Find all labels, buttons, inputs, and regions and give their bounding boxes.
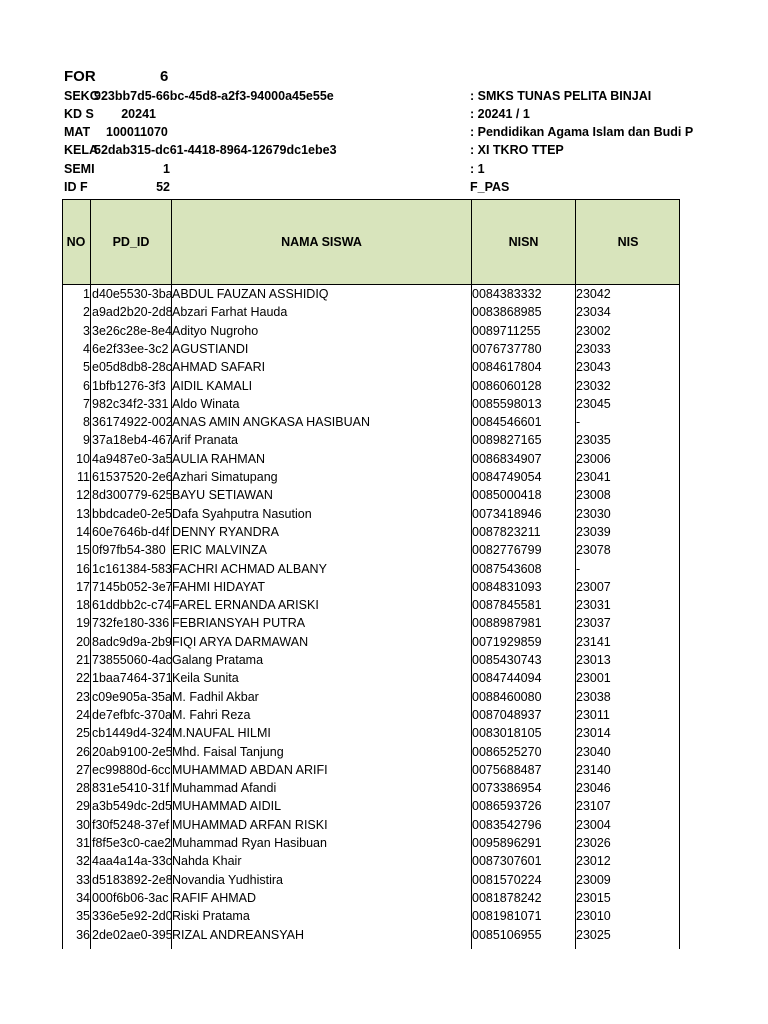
row-nisn: 0086834907 [472, 451, 542, 466]
table-row [62, 797, 680, 815]
row-pd-id: 4aa4a14a-33c [92, 854, 172, 869]
row-pd-id: c09e905a-35a [92, 689, 172, 704]
row-nis: 23040 [576, 744, 611, 759]
row-nama-siswa: AGUSTIANDI [172, 341, 249, 356]
row-nama-siswa: DENNY RYANDRA [172, 524, 279, 539]
header-nama-siswa: NAMA SISWA [281, 235, 362, 249]
row-nama-siswa: RAFIF AHMAD [172, 890, 257, 905]
row-nisn: 0083018105 [472, 726, 542, 741]
table-row [62, 560, 680, 578]
row-nisn: 0087543608 [472, 561, 542, 576]
table-row [62, 761, 680, 779]
row-pd-id: 1c161384-583 [92, 561, 172, 576]
table-row [62, 541, 680, 559]
table-row [62, 852, 680, 870]
row-nis: 23038 [576, 689, 611, 704]
row-no: 27 [76, 762, 90, 777]
row-nis: 23030 [576, 506, 611, 521]
row-nis: 23025 [576, 927, 611, 942]
table-row [62, 889, 680, 907]
row-pd-id: a3b549dc-2d5 [92, 799, 172, 814]
row-nama-siswa: Galang Pratama [172, 653, 264, 667]
meta-right-id-form: F_PAS [470, 180, 510, 194]
meta-label-mapel: MAT [64, 125, 91, 139]
row-no: 2 [83, 305, 90, 320]
row-pd-id: a9ad2b20-2d8 [92, 305, 173, 320]
table-row [62, 816, 680, 834]
row-pd-id: 73855060-4ac [92, 653, 172, 667]
row-no: 10 [76, 451, 90, 466]
row-no: 32 [76, 854, 90, 869]
row-nisn: 0095896291 [472, 836, 542, 850]
table-row [62, 578, 680, 596]
row-nis: 23013 [576, 653, 611, 667]
row-nisn: 0083542796 [472, 817, 542, 832]
row-nisn: 0073418946 [472, 506, 542, 521]
row-pd-id: 3e26c28e-8e4 [92, 323, 172, 338]
row-nisn: 0087307601 [472, 854, 542, 869]
row-nis: 23037 [576, 616, 611, 631]
table-row [62, 358, 680, 376]
row-no: 36 [76, 927, 90, 942]
row-nama-siswa: FIQI ARYA DARMAWAN [172, 634, 309, 649]
table-row [62, 614, 680, 632]
row-no: 25 [76, 726, 90, 741]
row-no: 14 [76, 524, 90, 539]
row-no: 30 [76, 817, 90, 832]
row-no: 6 [83, 378, 90, 393]
row-pd-id: 36174922-002 [92, 415, 173, 430]
row-nis: 23141 [576, 634, 611, 649]
row-no: 19 [76, 616, 90, 631]
row-pd-id: 20ab9100-2e5 [92, 744, 173, 759]
header-pd-id: PD_ID [112, 235, 150, 249]
row-nis: 23026 [576, 836, 611, 850]
row-nisn: 0081981071 [472, 909, 542, 924]
row-no: 23 [76, 689, 90, 704]
row-nis: - [576, 561, 581, 576]
row-pd-id: 336e5e92-2d0 [92, 909, 173, 924]
row-pd-id: ec99880d-6cc [92, 762, 171, 777]
row-no: 8 [83, 415, 90, 430]
row-pd-id: 982c34f2-331 [92, 396, 169, 411]
row-nama-siswa: M. Fahri Reza [172, 707, 251, 722]
row-no: 3 [83, 323, 90, 338]
row-nisn: 0087823211 [472, 524, 541, 539]
row-nisn: 0089711255 [472, 323, 541, 338]
table-row [62, 834, 680, 852]
row-pd-id: 4a9487e0-3a5 [92, 451, 173, 466]
row-nama-siswa: Nahda Khair [172, 854, 242, 869]
row-pd-id: 000f6b06-3ac [92, 890, 169, 905]
row-nis: 23009 [576, 872, 611, 887]
row-nama-siswa: BAYU SETIAWAN [172, 488, 273, 503]
row-nis: 23001 [576, 671, 611, 686]
row-nisn: 0087845581 [472, 598, 542, 613]
row-nisn: 0082776799 [472, 543, 542, 558]
row-nama-siswa: Novandia Yudhistira [172, 872, 283, 887]
row-nisn: 0083868985 [472, 305, 542, 320]
row-no: 26 [76, 744, 90, 759]
row-nisn: 0084749054 [472, 470, 542, 484]
row-nis: 23140 [576, 762, 611, 777]
row-nisn: 0084383332 [472, 287, 542, 301]
row-nis: 23034 [576, 305, 611, 320]
row-nama-siswa: Abzari Farhat Hauda [172, 305, 288, 320]
row-nisn: 0084744094 [472, 671, 542, 686]
meta-value-id-form: 52 [156, 180, 170, 194]
row-nama-siswa: Muhammad Ryan Hasibuan [172, 836, 327, 850]
table-row [62, 322, 680, 340]
row-no: 20 [76, 634, 90, 649]
row-nama-siswa: Riski Pratama [172, 909, 250, 924]
meta-value-kelas: 52dab315-dc61-4418-8964-12679dc1ebe3 [94, 143, 337, 157]
row-nis: 23010 [576, 909, 611, 924]
row-nisn: 0088987981 [472, 616, 542, 631]
meta-value-sekolah: 923bb7d5-66bc-45d8-a2f3-94000a45e55e [94, 89, 334, 103]
row-pd-id: 0f97fb54-380 [92, 543, 166, 558]
row-nisn: 0075688487 [472, 762, 542, 777]
row-nis: 23015 [576, 890, 611, 905]
row-pd-id: 8adc9d9a-2b9 [92, 634, 172, 649]
row-nisn: 0085430743 [472, 653, 542, 667]
meta-value-mapel: 100011070 [106, 125, 168, 139]
row-pd-id: 61537520-2e6 [92, 470, 173, 484]
row-nisn: 0085106955 [472, 927, 542, 942]
table-row [62, 907, 680, 925]
table-row [62, 468, 680, 486]
row-pd-id: 8d300779-625 [92, 488, 173, 503]
meta-value-kd-semester: 20241 [121, 107, 156, 121]
row-nis: 23041 [576, 470, 611, 484]
row-nama-siswa: Keila Sunita [172, 671, 239, 686]
row-pd-id: 1baa7464-371 [92, 671, 173, 686]
row-nis: 23014 [576, 726, 611, 741]
meta-right-kelas: : XI TKRO TTEP [470, 143, 564, 157]
row-nisn: 0087048937 [472, 707, 542, 722]
table-row [62, 523, 680, 541]
row-pd-id: f8f5e3c0-cae2 [92, 836, 172, 850]
row-pd-id: 6e2f33ee-3c2 [92, 341, 169, 356]
row-nisn: 0084546601 [472, 415, 542, 430]
row-no: 18 [76, 598, 90, 613]
row-no: 29 [76, 799, 90, 814]
row-pd-id: e05d8db8-28c [92, 360, 172, 375]
row-no: 11 [77, 470, 90, 484]
row-pd-id: 61ddbb2c-c74 [92, 598, 172, 613]
row-no: 4 [83, 341, 90, 356]
row-nama-siswa: FACHRI ACHMAD ALBANY [172, 561, 327, 576]
row-nis: 23045 [576, 396, 611, 411]
row-no: 17 [76, 579, 90, 594]
row-no: 1 [83, 287, 90, 301]
row-nisn: 0089827165 [472, 433, 542, 448]
row-nis: 23031 [576, 598, 611, 613]
header-nisn: NISN [508, 235, 539, 249]
row-nisn: 0071929859 [472, 634, 542, 649]
table-row [62, 706, 680, 724]
table-row [62, 651, 680, 669]
row-nama-siswa: RIZAL ANDREANSYAH [172, 927, 304, 942]
form-title-label: FOR [64, 68, 96, 85]
row-no: 28 [76, 781, 90, 796]
meta-label-kd-semester: KD S [64, 107, 94, 121]
row-nama-siswa: AULIA RAHMAN [172, 451, 266, 466]
row-nis: 23004 [576, 817, 611, 832]
table-row [62, 724, 680, 742]
row-pd-id: 1bfb1276-3f3 [92, 378, 166, 393]
row-nama-siswa: FAREL ERNANDA ARISKI [172, 598, 319, 613]
table-row [62, 926, 680, 944]
row-nama-siswa: ANAS AMIN ANGKASA HASIBUAN [172, 415, 370, 430]
row-nama-siswa: M. Fadhil Akbar [172, 689, 259, 704]
row-nama-siswa: ABDUL FAUZAN ASSHIDIQ [172, 287, 329, 301]
row-nama-siswa: Dafa Syahputra Nasution [172, 506, 312, 521]
row-nisn: 0086593726 [472, 799, 542, 814]
row-nama-siswa: Azhari Simatupang [172, 470, 278, 484]
row-nis: 23032 [576, 378, 611, 393]
row-nis: 23035 [576, 433, 611, 448]
row-nama-siswa: Muhammad Afandi [172, 781, 277, 796]
row-pd-id: 732fe180-336 [92, 616, 170, 631]
row-nisn: 0073386954 [472, 781, 542, 796]
row-nis: 23039 [576, 524, 611, 539]
table-row [62, 633, 680, 651]
row-nama-siswa: FAHMI HIDAYAT [172, 579, 266, 594]
table-row [62, 395, 680, 413]
meta-right-semester: : 1 [470, 162, 485, 176]
row-nis: 23043 [576, 360, 611, 375]
row-nis: 23107 [576, 799, 611, 814]
row-nis: 23033 [576, 341, 611, 356]
row-nisn: 0086525270 [472, 744, 542, 759]
row-pd-id: 60e7646b-d4f [92, 524, 170, 539]
row-nama-siswa: MUHAMMAD AIDIL [172, 799, 282, 814]
row-no: 31 [76, 836, 90, 850]
row-no: 9 [83, 433, 90, 448]
row-nama-siswa: Arif Pranata [172, 433, 239, 448]
row-nisn: 0084617804 [472, 360, 542, 375]
table-row [62, 413, 680, 431]
table-row [62, 486, 680, 504]
row-nisn: 0085000418 [472, 488, 542, 503]
row-pd-id: cb1449d4-324 [92, 726, 172, 741]
row-no: 13 [76, 506, 90, 521]
row-pd-id: bbdcade0-2e5 [92, 506, 172, 521]
row-pd-id: d40e5530-3ba [92, 287, 173, 301]
row-no: 15 [76, 543, 90, 558]
row-nisn: 0081878242 [472, 890, 542, 905]
table-row [62, 743, 680, 761]
row-no: 16 [76, 561, 90, 576]
meta-right-mapel: : Pendidikan Agama Islam dan Budi P [470, 125, 694, 139]
row-pd-id: 7145b052-3e7 [92, 579, 173, 594]
table-row [62, 340, 680, 358]
meta-label-sekolah: SEKC [64, 89, 99, 103]
row-nisn: 0076737780 [472, 341, 542, 356]
table-row [62, 285, 680, 303]
row-nama-siswa: AIDIL KAMALI [172, 378, 253, 393]
form-title-value: 6 [160, 68, 169, 85]
table-row [62, 431, 680, 449]
row-nis: 23011 [576, 707, 610, 722]
row-nama-siswa: Aldo Winata [172, 396, 240, 411]
table-row [62, 871, 680, 889]
row-nis: 23008 [576, 488, 611, 503]
row-nama-siswa: FEBRIANSYAH PUTRA [172, 616, 306, 631]
row-no: 35 [76, 909, 90, 924]
row-nis: 23042 [576, 287, 611, 301]
meta-label-id-form: ID F [64, 180, 88, 194]
header-no: NO [66, 235, 86, 249]
row-pd-id: 831e5410-31f [92, 781, 170, 796]
row-no: 12 [76, 488, 90, 503]
row-nis: 23007 [576, 579, 611, 594]
row-nisn: 0085598013 [472, 396, 542, 411]
table-row [62, 377, 680, 395]
row-no: 21 [76, 653, 90, 667]
row-pd-id: de7efbfc-370a [92, 707, 172, 722]
row-nama-siswa: AHMAD SAFARI [172, 360, 266, 375]
meta-right-kd-semester: : 20241 / 1 [470, 107, 530, 121]
table-row [62, 596, 680, 614]
table-row [62, 303, 680, 321]
row-no: 5 [83, 360, 90, 375]
row-nama-siswa: Adityo Nugroho [172, 323, 259, 338]
table-row [62, 779, 680, 797]
header-nis: NIS [617, 235, 639, 249]
row-nama-siswa: MUHAMMAD ARFAN RISKI [172, 817, 328, 832]
row-nama-siswa: Mhd. Faisal Tanjung [172, 744, 284, 759]
table-row [62, 688, 680, 706]
meta-value-semester: 1 [163, 162, 170, 176]
row-nisn: 0086060128 [472, 378, 542, 393]
row-no: 34 [76, 890, 90, 905]
row-no: 7 [83, 396, 90, 411]
row-nama-siswa: ERIC MALVINZA [172, 543, 267, 558]
meta-right-sekolah: : SMKS TUNAS PELITA BINJAI [470, 89, 652, 103]
row-nis: 23012 [576, 854, 611, 869]
row-pd-id: d5183892-2e8 [92, 872, 173, 887]
row-nis: 23046 [576, 781, 611, 796]
row-no: 22 [76, 671, 90, 686]
row-nis: 23078 [576, 543, 611, 558]
row-nis: 23002 [576, 323, 611, 338]
row-nisn: 0084831093 [472, 579, 542, 594]
row-nis: 23006 [576, 451, 611, 466]
row-nis: - [576, 415, 581, 430]
row-pd-id: 37a18eb4-467 [92, 433, 173, 448]
row-nisn: 0081570224 [472, 872, 542, 887]
row-no: 24 [76, 707, 90, 722]
table-row [62, 669, 680, 687]
row-no: 33 [76, 872, 90, 887]
meta-label-kelas: KELA [64, 143, 99, 157]
table-row [62, 505, 680, 523]
row-nama-siswa: M.NAUFAL HILMI [172, 726, 271, 741]
meta-label-semester: SEMI [64, 162, 95, 176]
row-pd-id: 2de02ae0-395 [92, 927, 173, 942]
row-nama-siswa: MUHAMMAD ABDAN ARIFI [172, 762, 328, 777]
row-nisn: 0088460080 [472, 689, 542, 704]
table-row [62, 450, 680, 468]
row-pd-id: f30f5248-37ef [92, 817, 170, 832]
